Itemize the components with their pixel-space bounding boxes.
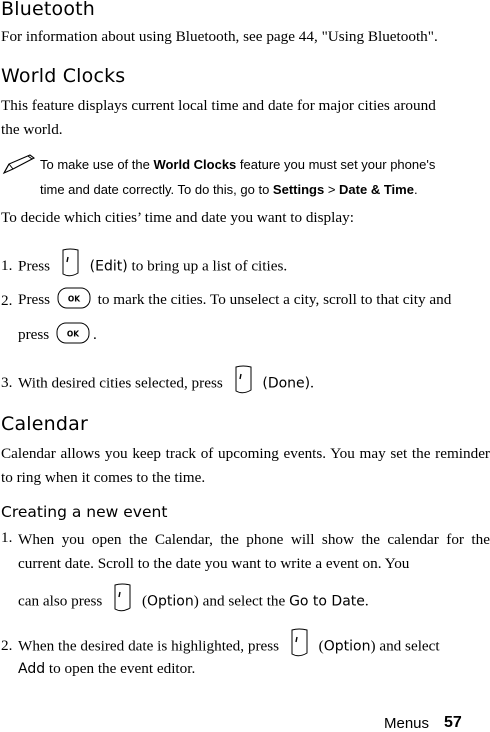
step1-text: Press (Edit) to bring up a list of cities. [18,256,287,278]
step3-number: 3. [1,374,13,391]
bluetooth-text: For information about using Bluetooth, see page 44, "Using Bluetooth". [1,28,438,45]
svg-text:OK: OK [67,294,80,304]
world-clocks-intro-line1: This feature displays current local time and date for major cities around [1,97,436,114]
calendar-step1-line3: can also press (Option) and select the Go to Date. [18,591,369,613]
calendar-step1-text: When you open the Calendar, the phone will show the calendar for the current date. Scroll to the date you want to write a event on. You [18,531,490,572]
step3-text: With desired cities selected, press (Done). [18,373,314,395]
world-clocks-intro-line2: the world. [1,121,63,138]
step1-number: 1. [1,257,13,274]
left-softkey-icon [231,365,255,395]
step2-text-line2: press OK . [18,326,97,344]
left-softkey-icon [110,583,134,613]
ok-key-icon [56,322,90,344]
note-date-time: Date & Time [339,182,414,197]
world-clocks-heading: World Clocks [1,65,126,87]
note-settings: Settings [272,182,325,197]
left-softkey-icon [287,628,311,658]
calendar-step2-number: 2. [1,637,13,654]
note-feature-name: World Clocks [153,157,237,172]
footer-section-label: Menus [384,715,430,732]
step2-text: Press OK to mark the cities. To unselect a city, scroll to that city and [18,291,451,309]
calendar-step1-number: 1. [1,529,13,546]
step2-number: 2. [1,292,13,309]
calendar-heading: Calendar [1,413,89,435]
svg-text:OK: OK [66,329,80,339]
calendar-step2-text: When the desired date is highlighted, press (Option) and select [18,636,440,658]
calendar-step2-line2: Add to open the event editor. [18,660,196,677]
note-line-1: To make use of the World Clocks feature you must set your phone's [40,157,436,172]
page-number: 57 [444,714,462,731]
note-line-2: time and date correctly. To do this, go to Settings > Date & Time. [40,182,418,197]
left-softkey-icon [58,248,82,278]
bluetooth-heading: Bluetooth [1,0,96,20]
ok-key-icon [57,287,91,309]
creating-event-heading: Creating a new event [1,503,168,521]
note-pencil-icon [2,154,36,176]
world-clocks-lead: To decide which cities’ time and date you want to display: [1,209,354,226]
calendar-intro: Calendar allows you keep track of upcoming events. You may set the reminder to ring when it comes to the time. [1,445,490,486]
